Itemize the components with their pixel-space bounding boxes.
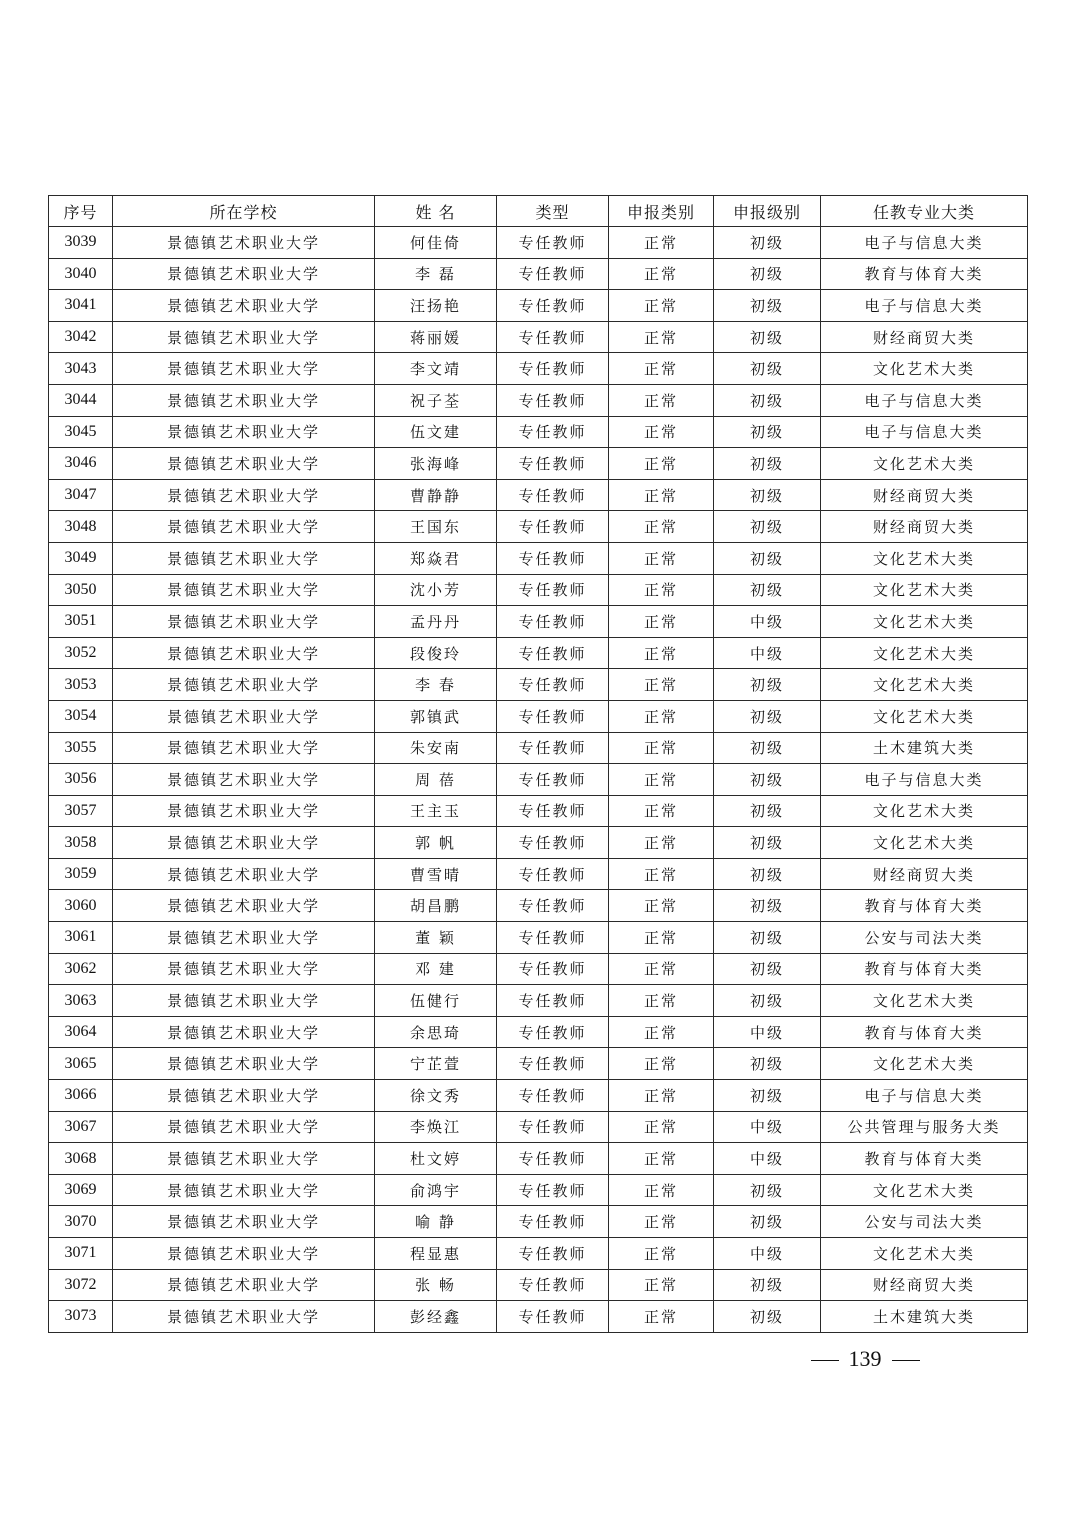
cell-col-major: 土木建筑大类 — [821, 732, 1028, 764]
cell-col-school: 景德镇艺术职业大学 — [113, 1269, 375, 1301]
cell-col-level: 中级 — [714, 1111, 821, 1143]
cell-col-index: 3071 — [49, 1238, 113, 1270]
cell-col-category: 正常 — [609, 448, 714, 480]
cell-col-index: 3052 — [49, 637, 113, 669]
cell-col-level: 初级 — [714, 1080, 821, 1112]
cell-col-index: 3051 — [49, 606, 113, 638]
cell-col-type: 专任教师 — [497, 700, 609, 732]
cell-col-major: 土木建筑大类 — [821, 1301, 1028, 1333]
table-row — [49, 1238, 1028, 1270]
cell-col-type: 专任教师 — [497, 795, 609, 827]
cell-col-type: 专任教师 — [497, 1174, 609, 1206]
cell-col-name: 张海峰 — [375, 448, 497, 480]
header-col-category: 申报类别 — [609, 196, 714, 227]
cell-col-major: 电子与信息大类 — [821, 384, 1028, 416]
cell-col-major: 电子与信息大类 — [821, 416, 1028, 448]
table-row — [49, 542, 1028, 574]
cell-col-school: 景德镇艺术职业大学 — [113, 321, 375, 353]
cell-col-school: 景德镇艺术职业大学 — [113, 1143, 375, 1175]
cell-col-school: 景德镇艺术职业大学 — [113, 353, 375, 385]
cell-col-major: 文化艺术大类 — [821, 985, 1028, 1017]
cell-col-type: 专任教师 — [497, 1206, 609, 1238]
cell-col-major: 文化艺术大类 — [821, 1174, 1028, 1206]
cell-col-index: 3045 — [49, 416, 113, 448]
cell-col-major: 教育与体育大类 — [821, 890, 1028, 922]
table-row — [49, 1143, 1028, 1175]
cell-col-type: 专任教师 — [497, 321, 609, 353]
dash-left — [811, 1360, 839, 1361]
cell-col-major: 财经商贸大类 — [821, 321, 1028, 353]
cell-col-school: 景德镇艺术职业大学 — [113, 384, 375, 416]
cell-col-major: 文化艺术大类 — [821, 1238, 1028, 1270]
table-row — [49, 1048, 1028, 1080]
cell-col-type: 专任教师 — [497, 448, 609, 480]
cell-col-category: 正常 — [609, 1143, 714, 1175]
cell-col-level: 中级 — [714, 1143, 821, 1175]
cell-col-type: 专任教师 — [497, 1269, 609, 1301]
cell-col-school: 景德镇艺术职业大学 — [113, 827, 375, 859]
cell-col-name: 蒋丽媛 — [375, 321, 497, 353]
cell-col-index: 3054 — [49, 700, 113, 732]
table-row — [49, 479, 1028, 511]
cell-col-category: 正常 — [609, 700, 714, 732]
cell-col-level: 初级 — [714, 732, 821, 764]
cell-col-major: 文化艺术大类 — [821, 353, 1028, 385]
cell-col-school: 景德镇艺术职业大学 — [113, 1080, 375, 1112]
cell-col-type: 专任教师 — [497, 890, 609, 922]
cell-col-index: 3073 — [49, 1301, 113, 1333]
cell-col-level: 中级 — [714, 1016, 821, 1048]
cell-col-major: 文化艺术大类 — [821, 700, 1028, 732]
cell-col-name: 段俊玲 — [375, 637, 497, 669]
cell-col-level: 初级 — [714, 700, 821, 732]
cell-col-level: 初级 — [714, 384, 821, 416]
cell-col-name: 曹静静 — [375, 479, 497, 511]
table-row — [49, 637, 1028, 669]
cell-col-type: 专任教师 — [497, 637, 609, 669]
cell-col-index: 3061 — [49, 922, 113, 954]
cell-col-school: 景德镇艺术职业大学 — [113, 700, 375, 732]
cell-col-major: 教育与体育大类 — [821, 258, 1028, 290]
cell-col-category: 正常 — [609, 953, 714, 985]
cell-col-index: 3041 — [49, 290, 113, 322]
page-number — [800, 1346, 930, 1372]
cell-col-school: 景德镇艺术职业大学 — [113, 574, 375, 606]
cell-col-name: 沈小芳 — [375, 574, 497, 606]
cell-col-type: 专任教师 — [497, 1080, 609, 1112]
cell-col-type: 专任教师 — [497, 542, 609, 574]
cell-col-name: 曹雪晴 — [375, 858, 497, 890]
cell-col-type: 专任教师 — [497, 258, 609, 290]
cell-col-category: 正常 — [609, 1016, 714, 1048]
cell-col-level: 中级 — [714, 606, 821, 638]
cell-col-type: 专任教师 — [497, 227, 609, 259]
table-row — [49, 732, 1028, 764]
cell-col-name: 王主玉 — [375, 795, 497, 827]
cell-col-level: 初级 — [714, 511, 821, 543]
cell-col-level: 初级 — [714, 448, 821, 480]
table-row — [49, 606, 1028, 638]
table-row — [49, 1016, 1028, 1048]
cell-col-school: 景德镇艺术职业大学 — [113, 479, 375, 511]
cell-col-category: 正常 — [609, 227, 714, 259]
cell-col-index: 3049 — [49, 542, 113, 574]
cell-col-category: 正常 — [609, 353, 714, 385]
cell-col-school: 景德镇艺术职业大学 — [113, 1206, 375, 1238]
cell-col-category: 正常 — [609, 574, 714, 606]
cell-col-index: 3064 — [49, 1016, 113, 1048]
cell-col-level: 初级 — [714, 353, 821, 385]
cell-col-level: 初级 — [714, 764, 821, 796]
header-col-index: 序号 — [49, 196, 113, 227]
cell-col-level: 初级 — [714, 922, 821, 954]
cell-col-index: 3056 — [49, 764, 113, 796]
cell-col-name: 孟丹丹 — [375, 606, 497, 638]
cell-col-category: 正常 — [609, 479, 714, 511]
cell-col-major: 电子与信息大类 — [821, 764, 1028, 796]
cell-col-major: 财经商贸大类 — [821, 479, 1028, 511]
header-col-major: 任教专业大类 — [821, 196, 1028, 227]
cell-col-major: 文化艺术大类 — [821, 542, 1028, 574]
cell-col-school: 景德镇艺术职业大学 — [113, 1238, 375, 1270]
header-row — [49, 196, 1028, 227]
cell-col-category: 正常 — [609, 764, 714, 796]
cell-col-type: 专任教师 — [497, 1301, 609, 1333]
cell-col-major: 电子与信息大类 — [821, 290, 1028, 322]
cell-col-level: 中级 — [714, 1238, 821, 1270]
cell-col-name: 伍文建 — [375, 416, 497, 448]
cell-col-level: 初级 — [714, 258, 821, 290]
cell-col-type: 专任教师 — [497, 479, 609, 511]
cell-col-type: 专任教师 — [497, 827, 609, 859]
cell-col-name: 张 畅 — [375, 1269, 497, 1301]
cell-col-name: 伍健行 — [375, 985, 497, 1017]
table-row — [49, 258, 1028, 290]
cell-col-name: 胡昌鹏 — [375, 890, 497, 922]
table-row — [49, 1301, 1028, 1333]
cell-col-category: 正常 — [609, 1080, 714, 1112]
cell-col-name: 杜文婷 — [375, 1143, 497, 1175]
table-row — [49, 448, 1028, 480]
cell-col-category: 正常 — [609, 1206, 714, 1238]
table-row — [49, 353, 1028, 385]
cell-col-level: 初级 — [714, 953, 821, 985]
cell-col-name: 祝子荃 — [375, 384, 497, 416]
cell-col-type: 专任教师 — [497, 1111, 609, 1143]
cell-col-category: 正常 — [609, 511, 714, 543]
table-header — [49, 196, 1028, 227]
cell-col-name: 董 颖 — [375, 922, 497, 954]
cell-col-major: 财经商贸大类 — [821, 511, 1028, 543]
cell-col-category: 正常 — [609, 290, 714, 322]
cell-col-name: 徐文秀 — [375, 1080, 497, 1112]
cell-col-category: 正常 — [609, 922, 714, 954]
cell-col-type: 专任教师 — [497, 1048, 609, 1080]
cell-col-type: 专任教师 — [497, 764, 609, 796]
cell-col-name: 余思琦 — [375, 1016, 497, 1048]
cell-col-category: 正常 — [609, 732, 714, 764]
table-row — [49, 1080, 1028, 1112]
cell-col-major: 电子与信息大类 — [821, 227, 1028, 259]
table-row — [49, 227, 1028, 259]
cell-col-index: 3039 — [49, 227, 113, 259]
table-row — [49, 700, 1028, 732]
cell-col-level: 初级 — [714, 416, 821, 448]
cell-col-major: 文化艺术大类 — [821, 669, 1028, 701]
cell-col-category: 正常 — [609, 1111, 714, 1143]
cell-col-index: 3048 — [49, 511, 113, 543]
cell-col-category: 正常 — [609, 890, 714, 922]
cell-col-category: 正常 — [609, 1301, 714, 1333]
cell-col-name: 郭 帆 — [375, 827, 497, 859]
cell-col-index: 3070 — [49, 1206, 113, 1238]
cell-col-type: 专任教师 — [497, 606, 609, 638]
cell-col-level: 初级 — [714, 669, 821, 701]
cell-col-level: 初级 — [714, 827, 821, 859]
cell-col-school: 景德镇艺术职业大学 — [113, 1301, 375, 1333]
table-row — [49, 795, 1028, 827]
cell-col-category: 正常 — [609, 606, 714, 638]
cell-col-name: 王国东 — [375, 511, 497, 543]
cell-col-school: 景德镇艺术职业大学 — [113, 953, 375, 985]
cell-col-type: 专任教师 — [497, 953, 609, 985]
cell-col-school: 景德镇艺术职业大学 — [113, 985, 375, 1017]
header-col-level: 申报级别 — [714, 196, 821, 227]
cell-col-index: 3066 — [49, 1080, 113, 1112]
dash-right — [892, 1360, 920, 1361]
cell-col-category: 正常 — [609, 1174, 714, 1206]
cell-col-category: 正常 — [609, 827, 714, 859]
cell-col-school: 景德镇艺术职业大学 — [113, 511, 375, 543]
cell-col-category: 正常 — [609, 795, 714, 827]
cell-col-school: 景德镇艺术职业大学 — [113, 764, 375, 796]
cell-col-type: 专任教师 — [497, 1016, 609, 1048]
cell-col-index: 3060 — [49, 890, 113, 922]
header-col-name: 姓 名 — [375, 196, 497, 227]
cell-col-name: 汪扬艳 — [375, 290, 497, 322]
table-row — [49, 858, 1028, 890]
cell-col-major: 文化艺术大类 — [821, 827, 1028, 859]
cell-col-category: 正常 — [609, 985, 714, 1017]
table-row — [49, 1269, 1028, 1301]
cell-col-type: 专任教师 — [497, 353, 609, 385]
cell-col-school: 景德镇艺术职业大学 — [113, 448, 375, 480]
cell-col-name: 郑焱君 — [375, 542, 497, 574]
cell-col-name: 彭经鑫 — [375, 1301, 497, 1333]
cell-col-category: 正常 — [609, 1048, 714, 1080]
cell-col-level: 初级 — [714, 574, 821, 606]
table-row — [49, 290, 1028, 322]
header-col-school: 所在学校 — [113, 196, 375, 227]
cell-col-index: 3057 — [49, 795, 113, 827]
table-row — [49, 1174, 1028, 1206]
cell-col-major: 文化艺术大类 — [821, 606, 1028, 638]
cell-col-category: 正常 — [609, 542, 714, 574]
cell-col-index: 3063 — [49, 985, 113, 1017]
cell-col-index: 3072 — [49, 1269, 113, 1301]
table-row — [49, 574, 1028, 606]
cell-col-index: 3069 — [49, 1174, 113, 1206]
table-row — [49, 890, 1028, 922]
cell-col-index: 3067 — [49, 1111, 113, 1143]
cell-col-category: 正常 — [609, 637, 714, 669]
cell-col-major: 财经商贸大类 — [821, 1269, 1028, 1301]
cell-col-major: 教育与体育大类 — [821, 1016, 1028, 1048]
cell-col-level: 初级 — [714, 1174, 821, 1206]
cell-col-school: 景德镇艺术职业大学 — [113, 416, 375, 448]
cell-col-school: 景德镇艺术职业大学 — [113, 258, 375, 290]
cell-col-school: 景德镇艺术职业大学 — [113, 1048, 375, 1080]
cell-col-school: 景德镇艺术职业大学 — [113, 669, 375, 701]
cell-col-index: 3046 — [49, 448, 113, 480]
cell-col-major: 教育与体育大类 — [821, 1143, 1028, 1175]
cell-col-name: 喻 静 — [375, 1206, 497, 1238]
cell-col-type: 专任教师 — [497, 290, 609, 322]
cell-col-type: 专任教师 — [497, 669, 609, 701]
cell-col-school: 景德镇艺术职业大学 — [113, 637, 375, 669]
cell-col-name: 李文靖 — [375, 353, 497, 385]
table-row — [49, 321, 1028, 353]
cell-col-school: 景德镇艺术职业大学 — [113, 606, 375, 638]
cell-col-index: 3053 — [49, 669, 113, 701]
cell-col-school: 景德镇艺术职业大学 — [113, 290, 375, 322]
cell-col-major: 教育与体育大类 — [821, 953, 1028, 985]
cell-col-name: 李焕江 — [375, 1111, 497, 1143]
cell-col-category: 正常 — [609, 1269, 714, 1301]
cell-col-level: 初级 — [714, 1206, 821, 1238]
cell-col-school: 景德镇艺术职业大学 — [113, 732, 375, 764]
cell-col-level: 初级 — [714, 542, 821, 574]
cell-col-type: 专任教师 — [497, 574, 609, 606]
cell-col-type: 专任教师 — [497, 985, 609, 1017]
cell-col-name: 宁芷萱 — [375, 1048, 497, 1080]
table-body — [49, 227, 1028, 1333]
cell-col-level: 初级 — [714, 858, 821, 890]
cell-col-index: 3055 — [49, 732, 113, 764]
table-row — [49, 764, 1028, 796]
cell-col-level: 初级 — [714, 1048, 821, 1080]
table-row — [49, 669, 1028, 701]
table-row — [49, 922, 1028, 954]
cell-col-level: 初级 — [714, 479, 821, 511]
cell-col-school: 景德镇艺术职业大学 — [113, 1174, 375, 1206]
cell-col-category: 正常 — [609, 858, 714, 890]
cell-col-name: 朱安南 — [375, 732, 497, 764]
cell-col-level: 中级 — [714, 637, 821, 669]
cell-col-type: 专任教师 — [497, 416, 609, 448]
table-row — [49, 511, 1028, 543]
cell-col-name: 程显惠 — [375, 1238, 497, 1270]
cell-col-major: 文化艺术大类 — [821, 637, 1028, 669]
cell-col-level: 初级 — [714, 227, 821, 259]
table-row — [49, 985, 1028, 1017]
cell-col-category: 正常 — [609, 416, 714, 448]
cell-col-major: 文化艺术大类 — [821, 795, 1028, 827]
cell-col-school: 景德镇艺术职业大学 — [113, 890, 375, 922]
cell-col-category: 正常 — [609, 321, 714, 353]
cell-col-name: 郭镇武 — [375, 700, 497, 732]
cell-col-type: 专任教师 — [497, 922, 609, 954]
cell-col-type: 专任教师 — [497, 384, 609, 416]
cell-col-name: 何佳倚 — [375, 227, 497, 259]
cell-col-major: 文化艺术大类 — [821, 574, 1028, 606]
table-row — [49, 827, 1028, 859]
cell-col-name: 李 磊 — [375, 258, 497, 290]
cell-col-school: 景德镇艺术职业大学 — [113, 1111, 375, 1143]
cell-col-index: 3065 — [49, 1048, 113, 1080]
cell-col-category: 正常 — [609, 384, 714, 416]
table-row — [49, 416, 1028, 448]
cell-col-index: 3047 — [49, 479, 113, 511]
cell-col-major: 文化艺术大类 — [821, 1048, 1028, 1080]
cell-col-major: 公安与司法大类 — [821, 922, 1028, 954]
cell-col-index: 3068 — [49, 1143, 113, 1175]
cell-col-level: 初级 — [714, 795, 821, 827]
cell-col-level: 初级 — [714, 985, 821, 1017]
cell-col-school: 景德镇艺术职业大学 — [113, 1016, 375, 1048]
table-row — [49, 1206, 1028, 1238]
cell-col-index: 3042 — [49, 321, 113, 353]
cell-col-category: 正常 — [609, 258, 714, 290]
table-row — [49, 384, 1028, 416]
cell-col-level: 初级 — [714, 890, 821, 922]
cell-col-major: 电子与信息大类 — [821, 1080, 1028, 1112]
cell-col-index: 3040 — [49, 258, 113, 290]
cell-col-index: 3050 — [49, 574, 113, 606]
cell-col-type: 专任教师 — [497, 858, 609, 890]
cell-col-name: 俞鸿宇 — [375, 1174, 497, 1206]
cell-col-category: 正常 — [609, 1238, 714, 1270]
cell-col-type: 专任教师 — [497, 732, 609, 764]
cell-col-level: 初级 — [714, 321, 821, 353]
cell-col-type: 专任教师 — [497, 511, 609, 543]
cell-col-major: 公共管理与服务大类 — [821, 1111, 1028, 1143]
roster-table — [48, 195, 1028, 1333]
cell-col-name: 邓 建 — [375, 953, 497, 985]
cell-col-index: 3044 — [49, 384, 113, 416]
page-number-text: 139 — [848, 1346, 882, 1371]
cell-col-level: 初级 — [714, 1269, 821, 1301]
cell-col-school: 景德镇艺术职业大学 — [113, 227, 375, 259]
cell-col-school: 景德镇艺术职业大学 — [113, 795, 375, 827]
cell-col-index: 3059 — [49, 858, 113, 890]
cell-col-school: 景德镇艺术职业大学 — [113, 922, 375, 954]
cell-col-school: 景德镇艺术职业大学 — [113, 542, 375, 574]
cell-col-type: 专任教师 — [497, 1143, 609, 1175]
cell-col-level: 初级 — [714, 1301, 821, 1333]
cell-col-major: 公安与司法大类 — [821, 1206, 1028, 1238]
cell-col-school: 景德镇艺术职业大学 — [113, 858, 375, 890]
cell-col-major: 财经商贸大类 — [821, 858, 1028, 890]
header-col-type: 类型 — [497, 196, 609, 227]
cell-col-type: 专任教师 — [497, 1238, 609, 1270]
cell-col-index: 3058 — [49, 827, 113, 859]
cell-col-level: 初级 — [714, 290, 821, 322]
cell-col-category: 正常 — [609, 669, 714, 701]
cell-col-major: 文化艺术大类 — [821, 448, 1028, 480]
table-row — [49, 1111, 1028, 1143]
cell-col-name: 李 春 — [375, 669, 497, 701]
cell-col-index: 3062 — [49, 953, 113, 985]
cell-col-index: 3043 — [49, 353, 113, 385]
cell-col-name: 周 蓓 — [375, 764, 497, 796]
table-row — [49, 953, 1028, 985]
